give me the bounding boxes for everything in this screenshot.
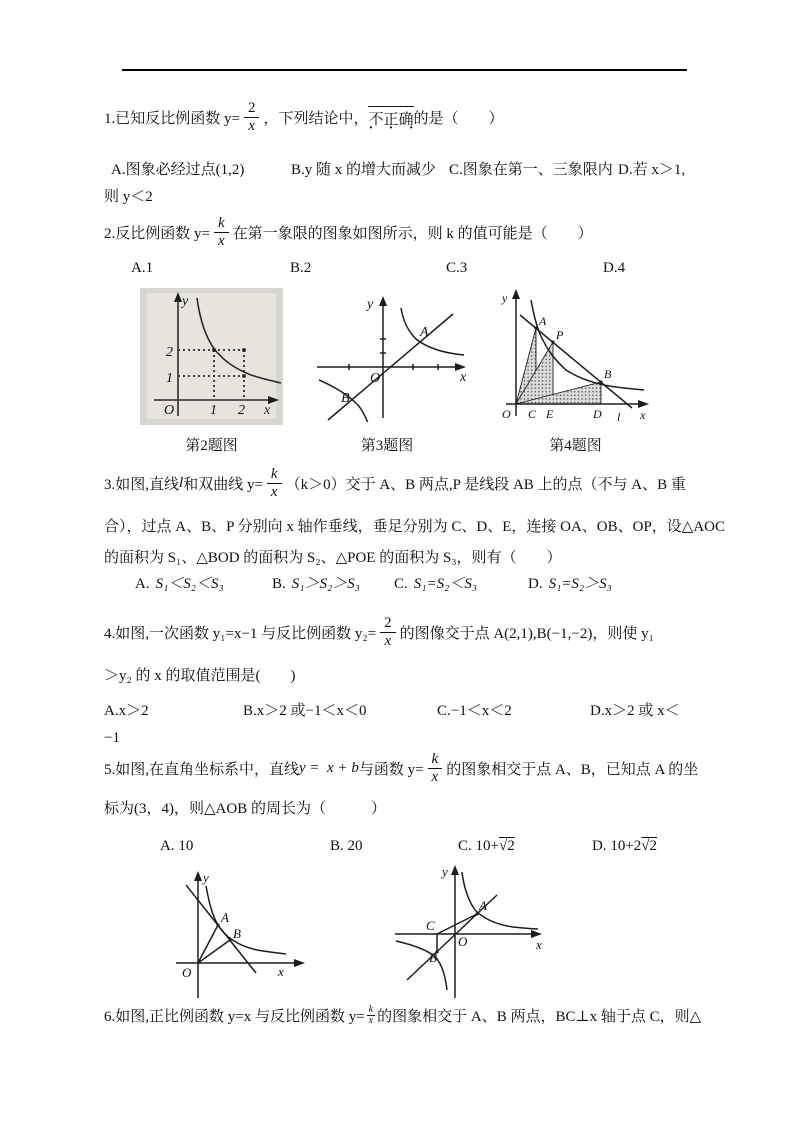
option-label: B. bbox=[272, 576, 286, 592]
x-axis-label: x bbox=[640, 408, 646, 422]
radical-expression: √2 bbox=[641, 838, 658, 854]
q3-option-c bbox=[394, 572, 477, 593]
point-dot bbox=[242, 374, 245, 377]
q4-option-b: B.x＞2 或−1＜x＜0 bbox=[243, 703, 367, 719]
fraction-numerator: k bbox=[368, 1003, 374, 1015]
fraction-k-over-x bbox=[267, 466, 282, 500]
point-d-label: D bbox=[593, 407, 602, 421]
option-expression: S₁=S₂＜S₃ bbox=[413, 576, 478, 592]
figure-q6-proportional-function-graph bbox=[393, 862, 548, 1004]
q3-option-a bbox=[135, 572, 224, 593]
y-axis-arrow bbox=[512, 289, 520, 299]
q2-option-a: A.1 bbox=[131, 260, 154, 276]
figure-q5-triangle-aob-graph bbox=[166, 868, 316, 1000]
x-axis-label: x bbox=[536, 937, 542, 952]
point-p-dot bbox=[551, 340, 554, 343]
q1-option-b: B.y 随 x 的增大而减少 bbox=[291, 162, 437, 178]
fraction-denominator: x bbox=[270, 483, 278, 500]
option-label: A. bbox=[135, 576, 150, 592]
q5-option-c bbox=[458, 838, 515, 855]
origin-label: O bbox=[164, 403, 175, 418]
origin-label: O bbox=[502, 407, 511, 421]
option-expression: S₁=S₂＞S₃ bbox=[548, 576, 612, 592]
question-3-stem-line1 bbox=[104, 460, 686, 506]
fraction-denominator: x bbox=[248, 117, 256, 134]
segment-ob bbox=[198, 940, 230, 963]
caption-figure-q3: 第3题图 bbox=[360, 438, 414, 454]
q2-text-pre: 2.反比例函数 y= bbox=[104, 225, 210, 242]
segment-oa bbox=[198, 925, 218, 963]
q2-option-d: D.4 bbox=[603, 260, 626, 276]
origin-label: O bbox=[370, 371, 381, 386]
q1-option-a: A.图象必经过点(1,2) bbox=[111, 162, 245, 178]
fraction-numerator: k bbox=[428, 751, 443, 769]
origin-label: O bbox=[182, 965, 192, 980]
x-tick-2: 2 bbox=[238, 403, 245, 418]
y-tick-1: 1 bbox=[166, 371, 173, 386]
y-axis-label: y bbox=[203, 870, 209, 885]
q5-line-equation: y = x + b bbox=[299, 759, 359, 776]
point-c-label: C bbox=[426, 918, 435, 933]
q5-option-d bbox=[592, 838, 657, 855]
option-expression: S₁＞S₂＞S₃ bbox=[291, 576, 360, 592]
y-axis-label: y bbox=[502, 291, 508, 305]
fraction-numerator: k bbox=[267, 466, 282, 484]
y-axis-label: y bbox=[442, 864, 448, 879]
fraction-denominator: x bbox=[384, 632, 392, 649]
caption-figure-q4: 第4题图 bbox=[549, 438, 602, 454]
option-expression: S₁＜S₂＜S₃ bbox=[155, 576, 224, 592]
x-axis-arrow bbox=[294, 959, 305, 967]
point-b-dot bbox=[228, 938, 231, 941]
q3-option-b bbox=[272, 572, 360, 593]
point-b-label: B bbox=[604, 367, 612, 381]
point-e-label: E bbox=[546, 407, 554, 421]
x-axis-label: x bbox=[264, 403, 271, 418]
q4-text-pre: 4.如图,一次函数 y₁=x−1 与反比例函数 y₂= bbox=[104, 625, 377, 642]
q5-option-b bbox=[330, 838, 363, 855]
point-dot bbox=[212, 348, 215, 351]
point-a-dot bbox=[534, 326, 537, 329]
option-label: D. bbox=[528, 576, 543, 592]
q2-option-b: B.2 bbox=[290, 260, 312, 276]
question-3-stem-line3: 的面积为 S₁、△BOD 的面积为 S₂、△POE 的面积为 S₃，则有（ ） bbox=[104, 550, 562, 566]
point-p-label: P bbox=[556, 328, 564, 342]
point-a-label: A bbox=[420, 325, 429, 340]
q4-option-d-continuation: −1 bbox=[104, 730, 120, 746]
inline-fraction-k-over-x bbox=[367, 1005, 375, 1026]
figure-q4-shaded-triangles-graph bbox=[498, 286, 653, 426]
question-4-stem-line1 bbox=[104, 608, 654, 656]
point-b-dot bbox=[599, 380, 602, 383]
q3-text-mid: 和双曲线 y= bbox=[183, 476, 263, 493]
y-axis-arrow bbox=[451, 865, 459, 875]
option-text: C. 10+ bbox=[458, 838, 499, 854]
question-5-stem-line2: 标为(3，4)，则△AOB 的周长为（ ） bbox=[104, 801, 386, 817]
q4-text-post: 的图像交于点 A(2,1),B(−1,−2)，则使 y₁ bbox=[399, 625, 654, 642]
hyperbola-branch-q1 bbox=[462, 872, 538, 929]
y-axis-label: y bbox=[367, 297, 374, 312]
point-b-label: B bbox=[341, 391, 350, 406]
fraction-k-over-x bbox=[214, 215, 229, 249]
q5-text-post: 的图象相交于点 A、B，已知点 A 的坐 bbox=[446, 761, 699, 778]
point-c-label: C bbox=[528, 407, 537, 421]
y-axis-label: y bbox=[182, 294, 189, 309]
figure-q3-line-and-hyperbola-graph bbox=[303, 292, 471, 422]
radical-expression: √2 bbox=[498, 838, 515, 854]
y-axis-arrow bbox=[194, 871, 202, 881]
option-label: C. bbox=[394, 576, 408, 592]
point-a-label: A bbox=[221, 910, 229, 925]
x-tick-1: 1 bbox=[210, 403, 217, 418]
question-2-stem bbox=[104, 207, 593, 257]
point-b-label: B bbox=[429, 950, 437, 965]
fraction-denominator: x bbox=[431, 768, 439, 785]
fraction-numerator: 2 bbox=[244, 100, 260, 118]
q2-text-post: 在第一象限的图象如图所示，则 k 的值可能是（ ） bbox=[232, 225, 593, 242]
q5-option-a bbox=[160, 838, 193, 855]
q1-text-mid: ，下列结论中， bbox=[263, 110, 369, 127]
q4-option-c: C.−1＜x＜2 bbox=[437, 703, 512, 719]
line-l-label: l bbox=[617, 410, 621, 424]
q3-text-post: （k＞0）交于 A、B 两点,P 是线段 AB 上的点（不与 A、B 重 bbox=[285, 476, 686, 493]
fraction-denominator: x bbox=[217, 232, 225, 249]
q2-option-c: C.3 bbox=[446, 260, 468, 276]
q5-text-mid: 与函数 y= bbox=[358, 761, 424, 778]
q1-text-post: 的是（ ） bbox=[413, 110, 504, 127]
q6-text-post: 的图象相交于 A、B 两点，BC⊥x 轴于点 C，则△ bbox=[377, 1008, 702, 1025]
fraction-2-over-x bbox=[380, 615, 396, 649]
q4-option-d: D.x＞2 或 x＜ bbox=[590, 703, 680, 719]
q1-option-c: C.图象在第一、三象限内 bbox=[449, 162, 613, 178]
point-a-label: A bbox=[479, 898, 487, 913]
x-axis-arrow bbox=[638, 400, 649, 408]
fraction-k-over-x bbox=[428, 751, 443, 785]
point-dot bbox=[242, 348, 245, 351]
q1-option-d-continuation: 则 y＜2 bbox=[104, 189, 153, 205]
point-a-dot bbox=[216, 923, 219, 926]
option-text: D. 10+2 bbox=[592, 838, 642, 854]
option-text: B. 20 bbox=[330, 838, 363, 854]
hyperbola-curve bbox=[206, 886, 286, 954]
y-axis-arrow bbox=[379, 296, 387, 306]
point-b-label: B bbox=[233, 926, 241, 941]
figure-q2-hyperbola-graph bbox=[140, 288, 283, 425]
caption-figure-q2: 第2题图 bbox=[185, 438, 238, 454]
q3-option-d bbox=[528, 572, 612, 593]
x-axis-label: x bbox=[278, 964, 284, 979]
option-text: A. 10 bbox=[160, 838, 194, 854]
x-axis-label: x bbox=[460, 370, 467, 385]
top-rule bbox=[122, 69, 687, 71]
point-a-label: A bbox=[539, 314, 547, 328]
q1-text-pre: 1.已知反比例函数 y= bbox=[104, 110, 240, 127]
segment-ca bbox=[437, 914, 477, 934]
q5-text-pre: 5.如图,在直角坐标系中，直线 bbox=[104, 761, 300, 778]
fraction-2-over-x bbox=[244, 100, 260, 134]
q1-option-d: D.若 x＞1, bbox=[618, 162, 686, 178]
question-3-stem-line2: 合），过点 A、B、P 分别向 x 轴作垂线，垂足分别为 C、D、E，连接 OA、OB、OP，设△AOC bbox=[104, 519, 726, 535]
question-4-stem-line2: ＞y₂ 的 x 的取值范围是( ) bbox=[104, 668, 296, 684]
q1-emphasized-text: 不正确 · · · bbox=[368, 106, 413, 129]
q3-text-pre: 3.如图,直线 bbox=[104, 476, 180, 493]
fraction-numerator: k bbox=[214, 215, 229, 233]
fraction-denominator: x bbox=[368, 1014, 374, 1026]
y-tick-2: 2 bbox=[166, 345, 173, 360]
question-6-stem bbox=[104, 1000, 701, 1030]
question-1-stem bbox=[104, 93, 504, 141]
origin-label: O bbox=[458, 934, 468, 949]
question-5-stem-line1 bbox=[104, 744, 698, 792]
q6-text-pre: 6.如图,正比例函数 y=x 与反比例函数 y= bbox=[104, 1008, 365, 1025]
fraction-numerator: 2 bbox=[380, 615, 396, 633]
q4-option-a: A.x＞2 bbox=[104, 703, 149, 719]
q3-line-l: l bbox=[179, 474, 184, 491]
